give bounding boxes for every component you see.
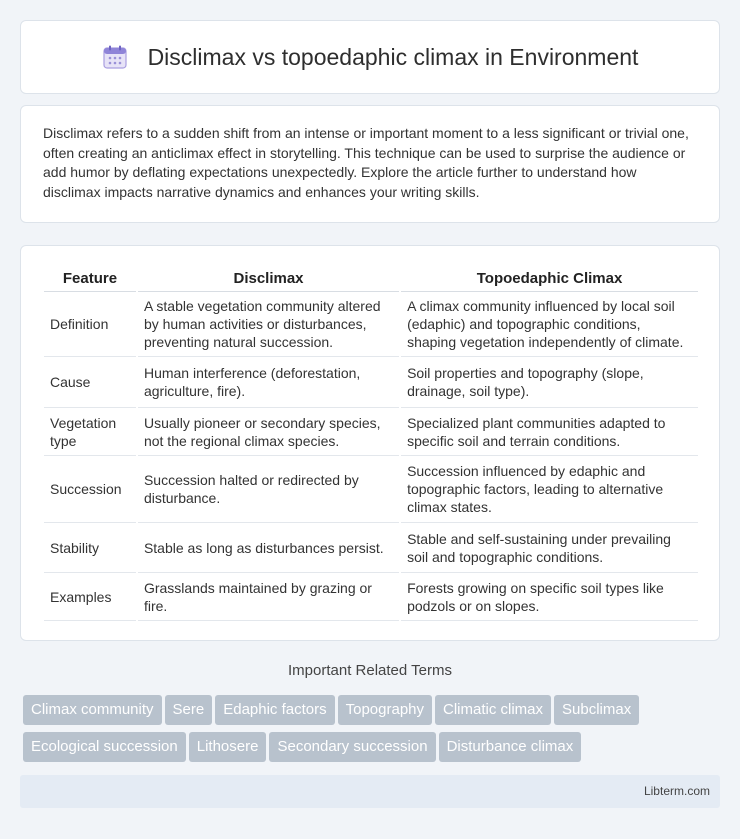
- table-cell: Stability: [44, 523, 136, 573]
- table-header: Topoedaphic Climax: [401, 266, 698, 292]
- tag-lithosere[interactable]: Lithosere: [189, 732, 267, 762]
- table-header: Disclimax: [138, 266, 399, 292]
- footer-site-link[interactable]: Libterm.com: [643, 784, 710, 798]
- footer: [20, 775, 720, 808]
- table-header-row: [44, 266, 698, 292]
- table-cell: Stable as long as disturbances persist.: [138, 523, 399, 573]
- table-row: [44, 408, 698, 456]
- tag-topography[interactable]: Topography: [338, 695, 432, 725]
- table-cell: Vegetation type: [44, 408, 136, 456]
- table-cell: Specialized plant communities adapted to specific soil and terrain conditions.: [401, 408, 698, 456]
- table-cell: A stable vegetation community altered by human activities or disturbances, preventing natural succession.: [138, 292, 399, 357]
- comparison-table: [42, 266, 700, 621]
- tag-disturbance-climax[interactable]: Disturbance climax: [439, 732, 582, 762]
- table-cell: Soil properties and topography (slope, drainage, soil type).: [401, 357, 698, 408]
- intro-text: Disclimax refers to a sudden shift from an intense or important moment to a less significant or trivial one, often creating an anticlimax effect in storytelling. This technique can be used to surprise the audience or add humor by deflating expectations unexpectedly. Explore the article further to understand how disclimax impacts narrative dynamics and enhances your writing skills.: [43, 125, 689, 200]
- table-cell: A climax community influenced by local soil (edaphic) and topographic conditions, shaping vegetation independently of climate.: [401, 292, 698, 357]
- table-cell: Human interference (deforestation, agriculture, fire).: [138, 357, 399, 408]
- table-cell: Definition: [44, 292, 136, 357]
- tag-edaphic-factors[interactable]: Edaphic factors: [215, 695, 334, 725]
- calendar-icon: [102, 44, 128, 70]
- table-header: Feature: [44, 266, 136, 292]
- page-title: Disclimax vs topoedaphic climax in Environment: [147, 43, 639, 70]
- table-cell: Succession influenced by edaphic and topographic factors, leading to alternative climax states.: [401, 456, 698, 523]
- comparison-table-card: [20, 245, 720, 641]
- table-cell: Succession halted or redirected by disturbance.: [138, 456, 399, 523]
- table-row: [44, 523, 698, 573]
- table-cell: Examples: [44, 573, 136, 621]
- table-row: [44, 357, 698, 408]
- related-terms-title: Important Related Terms: [288, 662, 452, 679]
- title-card: [20, 20, 720, 94]
- table-cell: Stable and self-sustaining under prevailing soil and topographic conditions.: [401, 523, 698, 573]
- intro-card: [20, 105, 720, 223]
- table-row: [44, 292, 698, 357]
- table-row: [44, 456, 698, 523]
- table-cell: Succession: [44, 456, 136, 523]
- table-cell: Usually pioneer or secondary species, not the regional climax species.: [138, 408, 399, 456]
- table-cell: Forests growing on specific soil types like podzols or on slopes.: [401, 573, 698, 621]
- table-cell: Cause: [44, 357, 136, 408]
- tag-climatic-climax[interactable]: Climatic climax: [435, 695, 551, 725]
- tag-secondary-succession[interactable]: Secondary succession: [269, 732, 435, 762]
- related-terms-tags: [23, 695, 723, 769]
- table-cell: Grasslands maintained by grazing or fire.: [138, 573, 399, 621]
- tag-ecological-succession[interactable]: Ecological succession: [23, 732, 186, 762]
- table-row: [44, 573, 698, 621]
- tag-subclimax[interactable]: Subclimax: [554, 695, 639, 725]
- tag-climax-community[interactable]: Climax community: [23, 695, 162, 725]
- tag-sere[interactable]: Sere: [165, 695, 213, 725]
